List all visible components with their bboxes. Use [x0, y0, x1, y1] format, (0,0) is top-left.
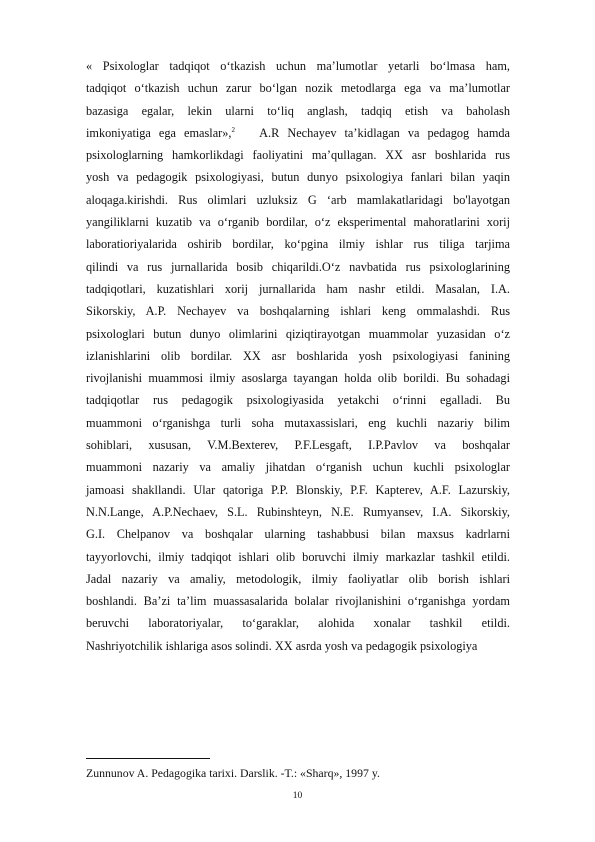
text-line: jamoasi shakllandi. Ular qatoriga P.P. Blonskiy, P.F. Kapterev, A.F. Lazurskiy, — [86, 482, 510, 497]
body-paragraph — [86, 55, 510, 657]
text-line: Sikorskiy, A.P. Nechayev va boshqalarning ishlari keng ommalashdi. Rus — [86, 304, 510, 319]
text-line: yangiliklarni kuzatib va o‘rganib bordilar, o‘z eksperimental mahoratlarini xorij — [86, 215, 510, 230]
text-line: G.I. Chelpanov va boshqalar ularning tashabbusi bilan maxsus kadrlarni — [86, 527, 510, 542]
footnote-text: Zunnunov A. Pedagogika tarixi. Darslik. -T.: «Sharq», 1997 y. — [86, 766, 380, 780]
page-number: 10 — [292, 791, 303, 801]
text-line: psixologlarning hamkorlikdagi faoliyatini ma’qullagan. XX asr boshlarida rus — [86, 148, 510, 163]
text-line: laboratioriyalarida oshirib bordilar, ko‘pgina ilmiy ishlar rus tiliga tarjima — [86, 237, 510, 252]
text-line: N.N.Lange, A.P.Nechaev, S.L. Rubinshteyn, N.E. Rumyansev, I.A. Sikorskiy, — [86, 504, 510, 519]
text-line: izlanishlarini olib bordilar. XX asr boshlarida yosh psixologiyasi fanining — [86, 348, 510, 363]
text-line: boshlandi. Ba’zi ta’lim muassasalarida bolalar rivojlanishini o‘rganishga yordam — [86, 594, 510, 609]
text-line: qilindi va rus jurnallarida bosib chiqarildi.O‘z navbatida rus psixologlarining — [86, 259, 510, 274]
text-line: yosh va pedagogik psixologiyasi, butun dunyo psixologiya fanlari bilan yaqin — [86, 170, 510, 185]
text-line: bazasiga egalar, lekin ularni to‘liq anglash, tadqiq etish va baholash — [86, 103, 510, 118]
text-line: tadqiqotlari, kuzatishlari xorij jurnallarida ham nashr etildi. Masalan, I.A. — [86, 281, 510, 296]
text-line: « Psixologlar tadqiqot o‘tkazish uchun ma’lumotlar yetarli bo‘lmasa ham, — [86, 59, 510, 73]
text-line: Nashriyotchilik ishlariga asos solindi. XX asrda yosh va pedagogik psixologiya — [86, 638, 478, 653]
text-line: tadqiqotlar rus pedagogik psixologiyasida yetakchi o‘rinni egalladi. Bu — [86, 393, 510, 408]
text-line: tayyorlovchi, ilmiy tadqiqot ishlari olib boruvchi ilmiy markazlar tashkil etildi. — [86, 549, 510, 564]
footnote-separator — [86, 758, 210, 759]
text-line-with-footnote — [86, 122, 510, 144]
text-line: rivojlanishi muammosi ilmiy asoslarga tayangan holda olib borildi. Bu sohadagi — [86, 371, 510, 386]
text-line: aloqaga.kirishdi. Rus olimlari uzluksiz G ‘arb mamlakatlaridagi bo'layotgan — [86, 192, 510, 207]
text-line: sohiblari, xususan, V.M.Bexterev, P.F.Lesgaft, I.P.Pavlov va boshqalar — [86, 438, 510, 453]
text-line: Jadal nazariy va amaliy, metodologik, ilmiy faoliyatlar olib borish ishlari — [86, 571, 510, 586]
footnote-reference[interactable]: 2 — [231, 125, 235, 134]
text-segment: imkoniyatiga ega emaslar», — [86, 125, 232, 140]
text-line: tadqiqot o‘tkazish uchun zarur bo‘lgan nozik metodlarga ega va ma’lumotlar — [86, 81, 510, 96]
text-line: muammoni nazariy va amaliy jihatdan o‘rganish uchun kuchli psixologlar — [86, 460, 510, 475]
text-line: psixologlari butun dunyo olimlarini qiziqtirayotgan muammolar yuzasidan o‘z — [86, 326, 510, 341]
text-line: muammoni o‘rganishga turli soha mutaxassislari, eng kuchli nazariy bilim — [86, 415, 510, 430]
text-line: beruvchi laboratoriyalar, to‘garaklar, alohida xonalar tashkil etildi. — [86, 616, 510, 631]
text-segment: A.R Nechayev ta’kidlagan va pedagog hamda — [259, 125, 510, 140]
